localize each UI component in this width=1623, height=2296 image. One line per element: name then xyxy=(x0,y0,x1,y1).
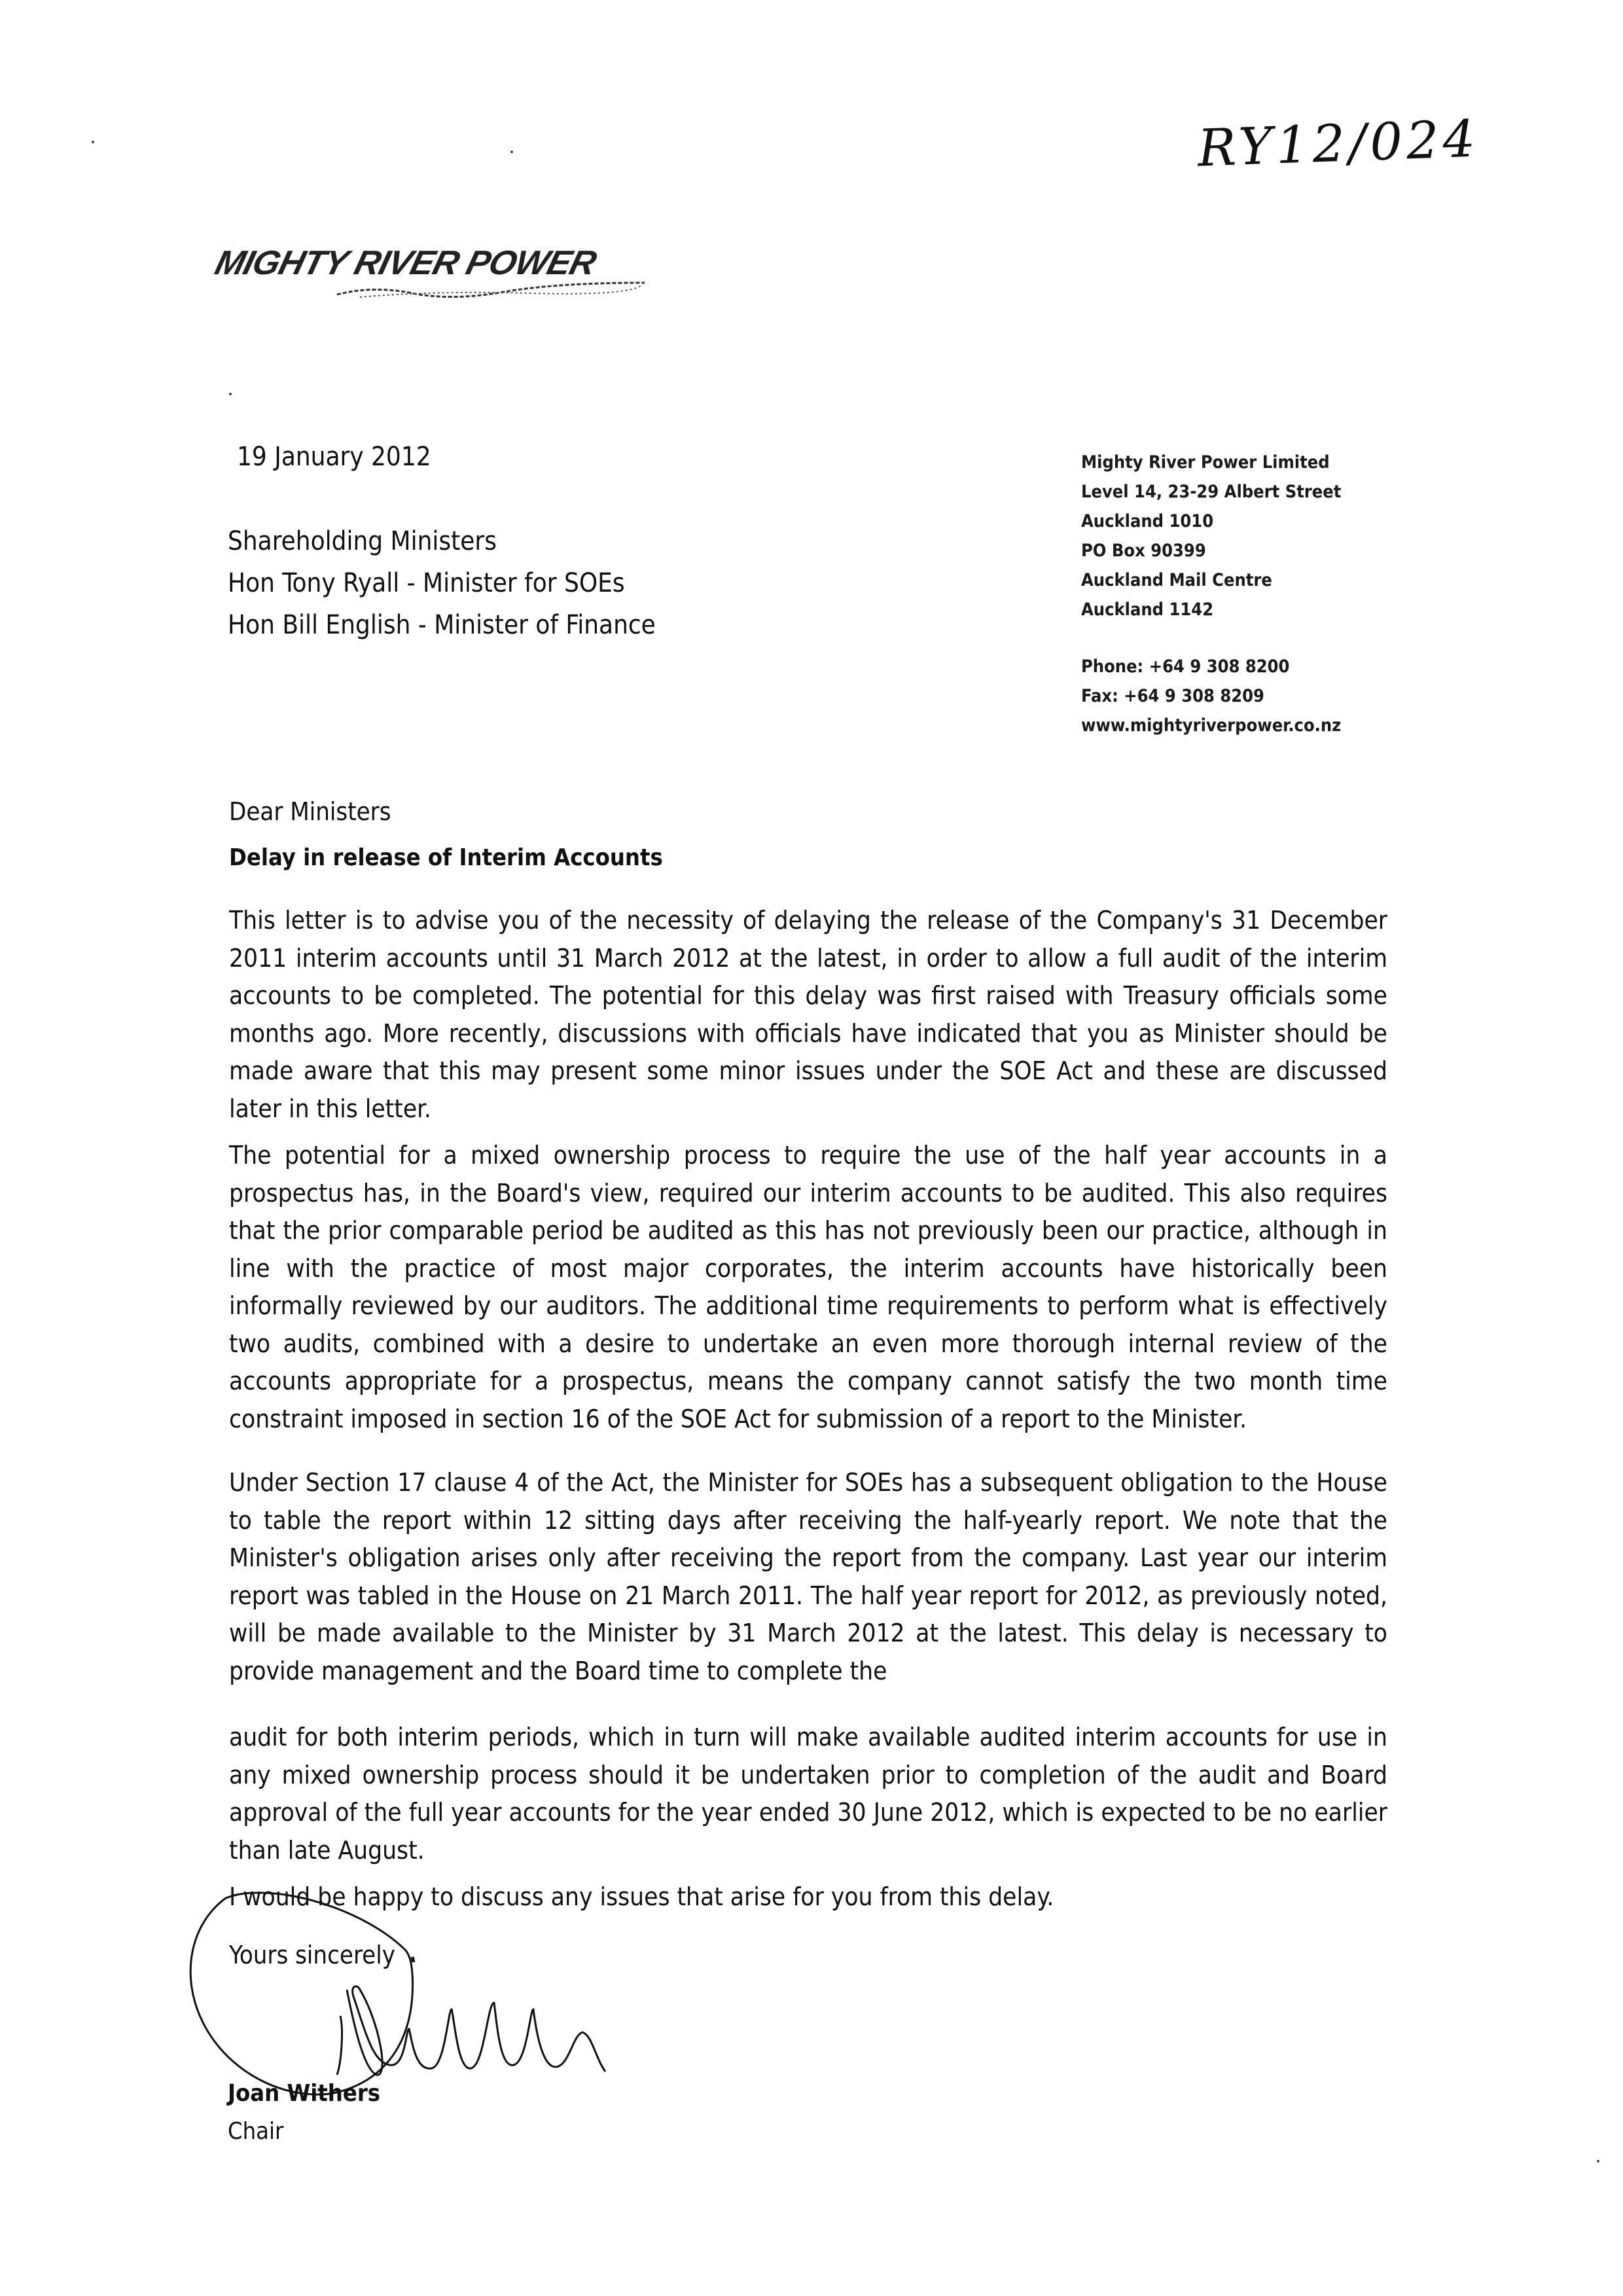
phone-number: Phone: +64 9 308 8200 xyxy=(1081,656,1290,677)
body-paragraph: The potential for a mixed ownership process to require the use of the half year accounts in a prospectus has, in the Board's view, required our interim accounts to be audited. This also requires that the prior comparable period be audited as this has not previously been our practice, although in line with the practice of most major corporates, the interim accounts have historically been informally reviewed by our auditors. The additional time requirements to perform what is effectively two audits, combined with a desire to undertake an even more thorough internal review of the accounts appropriate for a prospectus, means the company cannot satisfy the two month time constraint imposed in section 16 of the SOE Act for submission of a report to the Minister. xyxy=(229,1141,1387,1434)
recipient-line: Hon Tony Ryall - Minister for SOEs xyxy=(228,568,625,598)
body-paragraph: This letter is to advise you of the necessity of delaying the release of the Company's 31 December 2011 interim accounts until 31 March 2012 at the latest, in order to allow a full audit of the interim accounts to be completed. The potential for this delay was first raised with Treasury officials some months ago. More recently, discussions with officials have indicated that you as Minister should be made aware that this may present some minor issues under the SOE Act and these are discussed later in this letter. xyxy=(229,906,1387,1124)
handwritten-reference-number: RY12/024 xyxy=(1196,109,1480,179)
website-link[interactable]: www.mightyriverpower.co.nz xyxy=(1081,715,1342,736)
body-paragraph: I would be happy to discuss any issues that arise for you from this delay. xyxy=(229,1882,1054,1912)
logo-swoosh-icon xyxy=(334,280,648,300)
scan-speck xyxy=(1597,2160,1599,2162)
body-paragraph: audit for both interim periods, which in turn will make available audited interim accounts for use in any mixed ownership process should it be undertaken prior to completion of the audit and Board approval of the full year accounts for the year ended 30 June 2012, which is expected to be no earlier than late August. xyxy=(229,1723,1387,1865)
subject-heading: Delay in release of Interim Accounts xyxy=(229,844,663,871)
signatory-title: Chair xyxy=(228,2118,284,2145)
logo-wordmark: MIGHTY RIVER POWER xyxy=(211,244,600,282)
recipient-block xyxy=(228,520,656,646)
recipient-line: Shareholding Ministers xyxy=(228,526,497,556)
salutation: Dear Ministers xyxy=(229,797,391,826)
recipient-line: Hon Bill English - Minister of Finance xyxy=(228,610,656,640)
scan-speck xyxy=(229,393,232,395)
address-spacer xyxy=(1081,624,1341,652)
letter-date: 19 January 2012 xyxy=(237,442,431,472)
signature-icon xyxy=(334,1944,648,2094)
fax-number: Fax: +64 9 308 8209 xyxy=(1081,686,1264,706)
body-paragraph: Under Section 17 clause 4 of the Act, the Minister for SOEs has a subsequent obligation to the House to table the report within 12 sitting days after receiving the half-yearly report. We note that the Minister's obligation arises only after receiving the report from the company. Last year our interim report was tabled in the House on 21 March 2011. The half year report for 2012, as previously noted, will be made available to the Minister by 31 March 2012 at the latest. This delay is necessary to provide management and the Board time to complete the xyxy=(229,1468,1387,1686)
address-line: Level 14, 23-29 Albert Street xyxy=(1081,482,1342,502)
closing-text: Yours sincerely xyxy=(229,1941,395,1969)
address-line: Mighty River Power Limited xyxy=(1081,452,1330,473)
signatory-name: Joan Withers xyxy=(228,2080,381,2107)
address-line: PO Box 90399 xyxy=(1081,541,1206,561)
scan-speck xyxy=(510,151,513,153)
address-line: Auckland 1010 xyxy=(1081,511,1214,531)
address-line: Auckland Mail Centre xyxy=(1081,570,1272,590)
company-logo xyxy=(211,223,648,301)
address-line: Auckland 1142 xyxy=(1081,600,1214,620)
scan-speck xyxy=(92,141,94,143)
sender-address-block xyxy=(1081,448,1341,740)
